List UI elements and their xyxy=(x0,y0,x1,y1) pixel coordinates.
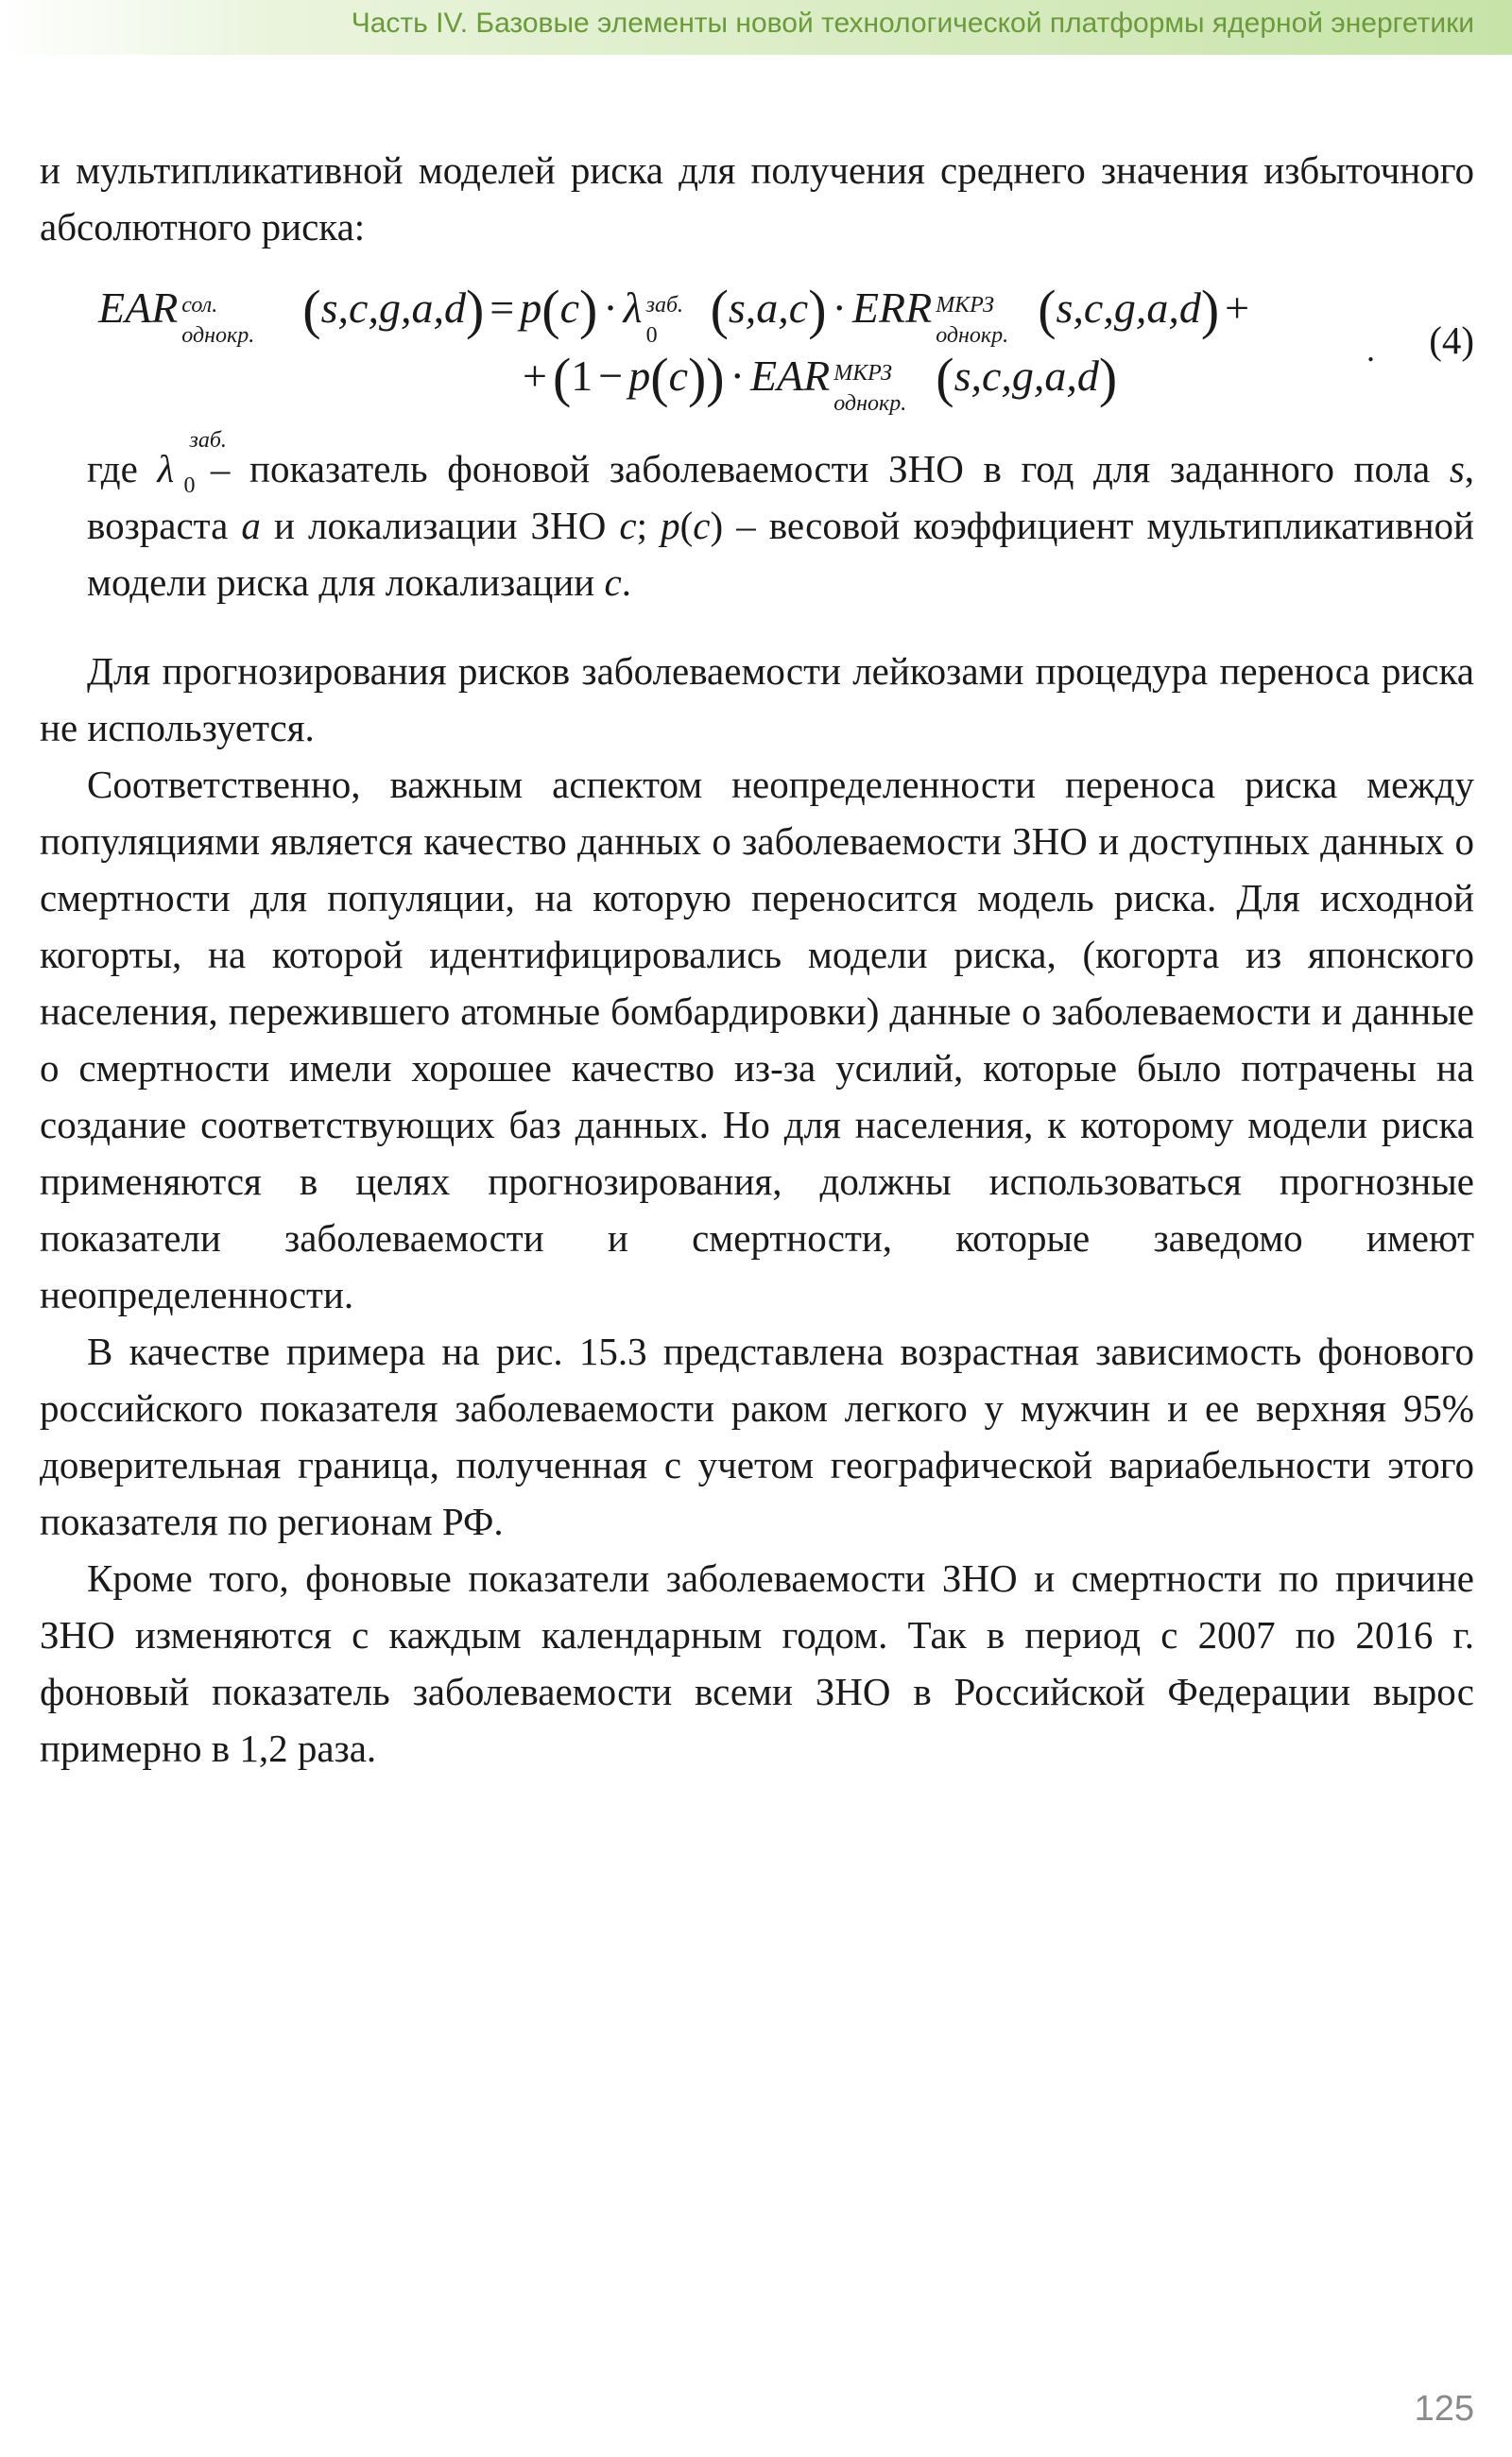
formula-err-indices: МКРЗ однокр. xyxy=(936,293,1009,348)
formula-4 xyxy=(40,280,1474,420)
where-paragraph: где λ заб. 0 – показатель фоновой заболеваемости ЗНО в год для заданного пола s, возраста a и локализации ЗНО c; p(c) – весовой коэффициент мультипликативной модели риска для локализации c. xyxy=(87,428,1475,604)
formula-ear-term-2: EAR xyxy=(749,352,831,400)
paragraph-trend: Кроме того, фоновые показатели заболеваемости ЗНО и смертности по причине ЗНО изменяются с каждым календарным годом. Так в период с 2007 по 2016 г. фоновый показатель заболеваемости всеми ЗНО в Российской Федерации вырос примерно в 1,2 раза. xyxy=(40,1556,1474,1770)
page-number: 125 xyxy=(1414,2389,1474,2429)
formula-lambda: λ xyxy=(623,284,643,332)
formula-args-1: s,c,g,a,d xyxy=(320,284,466,332)
formula-err-term: ERR xyxy=(851,284,933,332)
formula-ear-indices-2: МКРЗ однокр. xyxy=(833,361,907,416)
formula-dot: . xyxy=(1366,331,1375,369)
page-content xyxy=(40,142,1474,1777)
formula-ear-indices: сол. однокр. xyxy=(181,293,255,348)
formula-args-3: s,c,g,a,d xyxy=(1056,284,1201,332)
formula-ear-term: EAR xyxy=(98,284,179,332)
header-title: Часть IV. Базовые элементы новой технологической платформы ядерной энергетики xyxy=(351,8,1474,39)
formula-line-2: + (1 − p(c)) · EAR МКРЗ однокр. (s,c,g,a,d) xyxy=(523,347,1118,416)
paragraph-example: В качестве примера на рис. 15.3 представлена возрастная зависимость фонового российского показателя заболеваемости раком легкого у мужчин и ее верхняя 95% доверительная граница, полученная с учетом географической вариабельности этого показателя по регионам РФ. xyxy=(40,1330,1474,1543)
running-header xyxy=(0,0,1512,55)
formula-args-2: s,a,c xyxy=(728,284,809,332)
paragraph-uncertainty: Соответственно, важным аспектом неопределенности переноса риска между популяциями является качество данных о заболеваемости ЗНО и доступных данных о смертности для популяции, на которую переносится модель риска. Для исходной когорты, на которой идентифицировались модели риска, (когорта из японского населения, пережившего атомные бомбардировки) данные о заболеваемости и данные о смертности имели хорошее качество из-за усилий, которые было потрачены на создание соответствующих баз данных. Но для населения, к которому модели риска применяются в целях прогнозирования, должны использоваться прогнозные показатели заболеваемости и смертности, которые заведомо имеют неопределенности. xyxy=(40,763,1474,1316)
formula-args-4: s,c,g,a,d xyxy=(954,352,1099,400)
lambda-symbol: λ заб. 0 xyxy=(157,428,227,498)
formula-lambda-indices: заб. 0 xyxy=(645,293,684,348)
formula-line-1: EAR сол. однокр. (s,c,g,a,d) = p(c) · λ заб. 0 (s,a,c) · ERR МКРЗ однокр. (s,c,g,a,d) + xyxy=(98,279,1250,348)
equation-number: (4) xyxy=(1429,318,1474,362)
paragraph-leukemia: Для прогнозирования рисков заболеваемости лейкозами процедура переноса риска не используется. xyxy=(40,649,1474,749)
intro-paragraph: и мультипликативной моделей риска для получения среднего значения избыточного абсолютного риска: xyxy=(40,148,1474,249)
